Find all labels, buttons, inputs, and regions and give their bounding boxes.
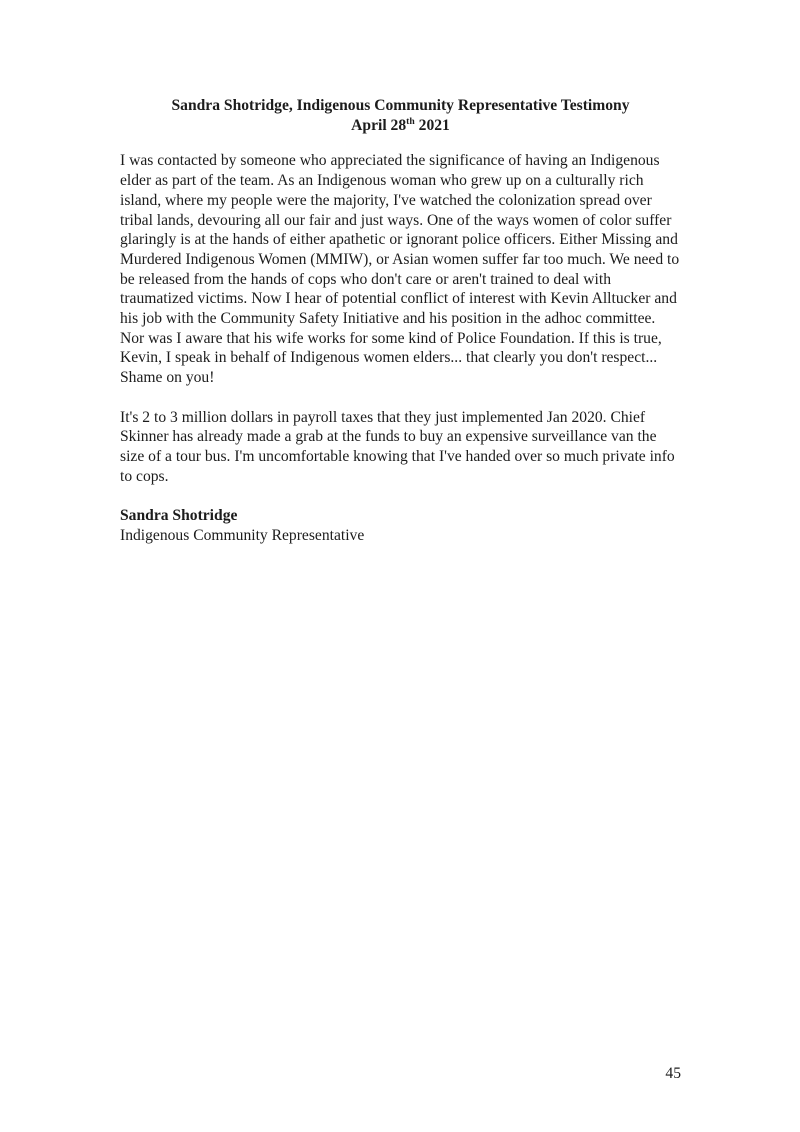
document-title [120, 96, 681, 135]
title-date-line [120, 116, 681, 136]
title-date-ordinal-suffix: th [406, 115, 415, 127]
signature-name: Sandra Shotridge [120, 507, 238, 525]
page-number: 45 [665, 1065, 681, 1082]
testimony-paragraph-1: I was contacted by someone who appreciated the significance of having an Indigenous elder as part of the team. As an Indigenous woman who grew up on a culturally rich island, where my people were the majority, I've watched the colonization spread over tribal lands, devouring all our fair and just ways. One of the ways women of color suffer glaringly is at the hands of either apathetic or ignorant police officers. Either Missing and Murdered Indigenous Women (MMIW), or Asian women suffer far too much. We need to be released from the hands of cops who don't care or aren't trained to deal with traumatized victims. Now I hear of potential conflict of interest with Kevin Alltucker and his job with the Community Safety Initiative and his position in the adhoc committee. Nor was I aware that his wife works for some kind of Police Foundation. If this is true, Kevin, I speak in behalf of Indigenous women elders... that clearly you don't respect... Shame on you! [120, 152, 680, 387]
signature-role: Indigenous Community Representative [120, 526, 365, 544]
document-content [120, 96, 681, 545]
title-date-prefix: April 28 [351, 116, 407, 134]
testimony-paragraph-2: It's 2 to 3 million dollars in payroll taxes that they just implemented Jan 2020. Chief Skinner has already made a grab at the funds to buy an expensive surveillance van the size of a tour bus. I'm uncomfortable knowing that I've handed over so much private info to cops. [120, 408, 675, 485]
title-date-year: 2021 [414, 116, 450, 134]
title-line-1: Sandra Shotridge, Indigenous Community Representative Testimony [171, 97, 630, 114]
